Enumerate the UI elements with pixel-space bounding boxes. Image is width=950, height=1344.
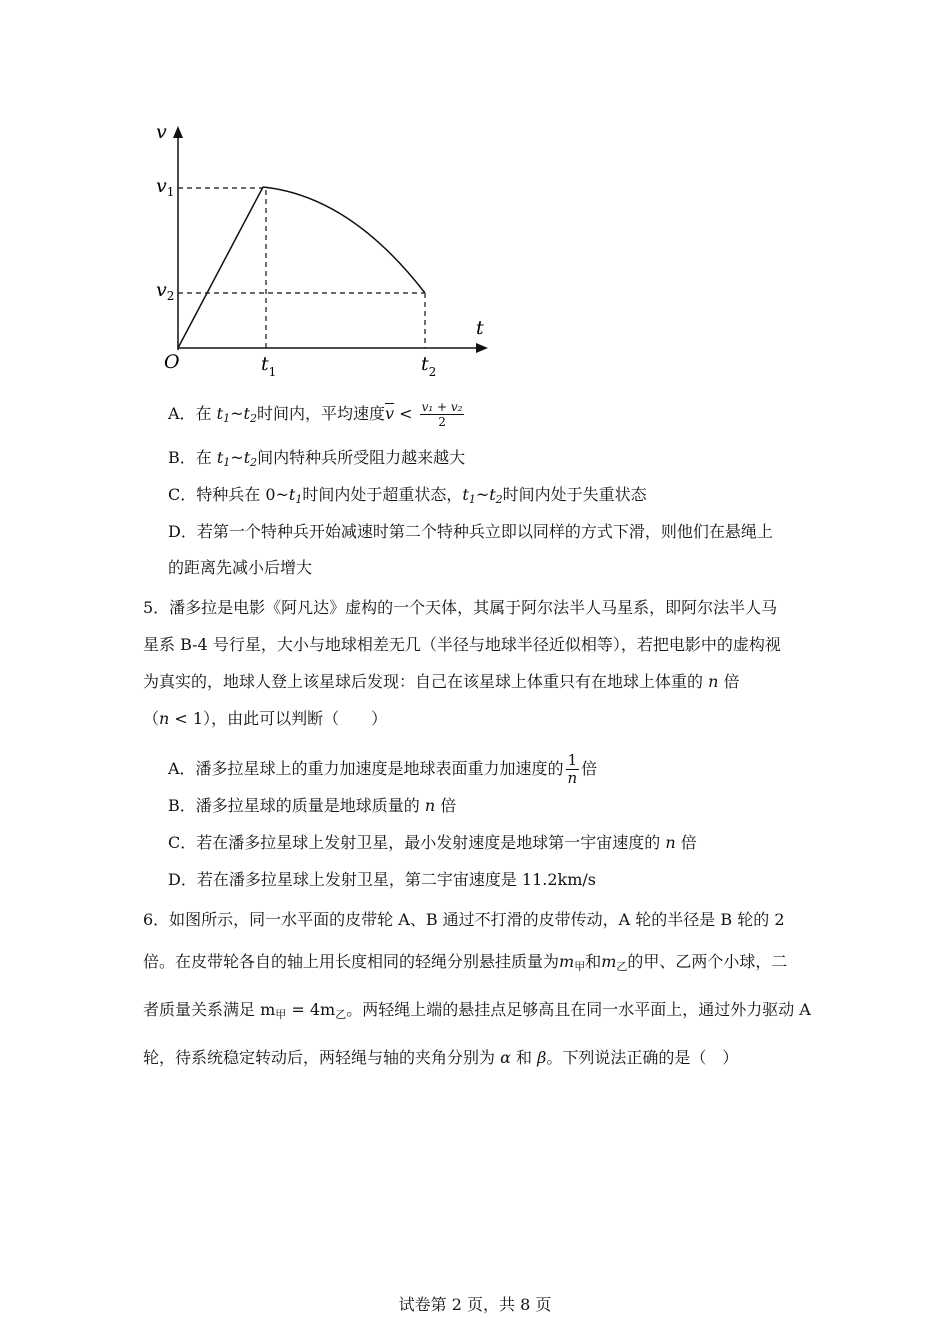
- q6-stem-line2: 倍。在皮带轮各自的轴上用长度相同的轻绳分别悬挂质量为$m_甲$和$m_乙$的甲、乙两个小球，二: [143, 952, 788, 973]
- acceleration-segment: [178, 187, 263, 348]
- q6-stem-line1: 6．如图所示，同一水平面的皮带轮 A、B 通过不打滑的皮带传动，A 轮的半径是 B 轮的 2: [143, 910, 785, 929]
- q5-stem-line2: 星系 B-4 号行星，大小与地球相差无几（半径与地球半径近似相等），若把电影中的虚构视: [143, 635, 781, 654]
- one-over-n-fraction: $\frac{1}{n}$: [567, 751, 578, 787]
- velocity-time-graph: [150, 118, 500, 388]
- q4-option-a: A．在 $t_1\sim t_2$时间内，平均速度$\overline{v}$ < $\frac{\text{v₁ + v₂}}{2}$: [168, 400, 463, 429]
- q5-option-b: B．潘多拉星球的质量是地球质量的 n 倍: [168, 796, 457, 815]
- q5-option-d: D．若在潘多拉星球上发射卫星，第二宇宙速度是 11.2km/s: [168, 870, 597, 889]
- v1-label: $v_1$: [156, 175, 175, 199]
- q4-option-d-line1: D．若第一个特种兵开始减速时第二个特种兵立即以同样的方式下滑，则他们在悬绳上: [168, 522, 773, 541]
- deceleration-curve: [263, 187, 425, 293]
- v-axis-label: v: [156, 121, 167, 143]
- v-axis-arrow: [173, 126, 183, 138]
- t2-label: $t_2$: [421, 353, 437, 379]
- q4-option-b: B．在 $t_1\sim t_2$间内特种兵所受阻力越来越大: [168, 448, 466, 469]
- t-axis-arrow: [476, 343, 488, 353]
- v2-label: $v_2$: [156, 279, 175, 303]
- q5-stem-line1: 5．潘多拉是电影《阿凡达》虚构的一个天体，其属于阿尔法半人马星系，即阿尔法半人马: [143, 598, 778, 617]
- q4-option-d-line2: 的距离先减小后增大: [168, 558, 313, 577]
- page-footer: 试卷第 2 页，共 8 页: [398, 1295, 552, 1314]
- t1-label: $t_1$: [261, 353, 277, 379]
- q5-stem-line4: （n < 1），由此可以判断（ ）: [143, 709, 388, 728]
- q5-stem-line3: 为真实的，地球人登上该星球后发现：自己在该星球上体重只有在地球上体重的 n 倍: [143, 672, 740, 691]
- average-velocity-fraction: $\frac{\text{v₁ + v₂}}{2}$: [421, 400, 463, 429]
- q6-stem-line4: 轮，待系统稳定转动后，两轻绳与轴的夹角分别为 α 和 β。下列说法正确的是（ ）: [143, 1048, 739, 1067]
- q4-option-c: C．特种兵在 $0\sim t_1$时间内处于超重状态，$t_1\sim t_2$时间内处于失重状态: [168, 485, 647, 506]
- q5-option-c: C．若在潘多拉星球上发射卫星，最小发射速度是地球第一宇宙速度的 n 倍: [168, 833, 697, 852]
- q6-stem-line3: 者质量关系满足 $m_甲 = 4m_乙$。两轻绳上端的悬挂点足够高且在同一水平面上，通过外力驱动 A: [143, 1000, 811, 1021]
- q5-option-a: A．潘多拉星球上的重力加速度是地球表面重力加速度的 $\frac{1}{n}$ 倍: [168, 751, 598, 787]
- origin-label: O: [164, 351, 180, 373]
- t-axis-label: t: [476, 317, 484, 339]
